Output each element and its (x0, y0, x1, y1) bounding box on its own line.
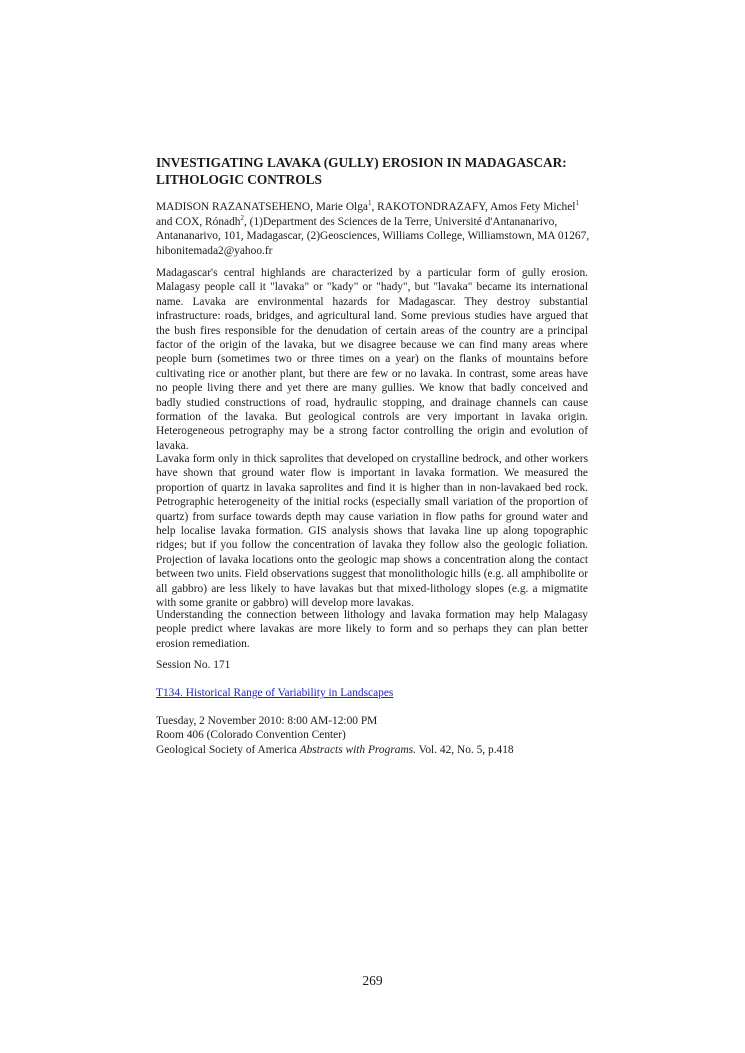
author-text-4: , (1)Department des Sciences de la Terre, Université d'Antananarivo, Antananarivo, 101, Madagascar, (2)Geosciences, Williams College, Williamstown, MA 01267, hibonitemada2@yahoo.fr (156, 215, 590, 257)
citation-prefix: Geological Society of America (156, 743, 300, 756)
author-affiliations (156, 200, 592, 258)
abstract-paragraph: Lavaka form only in thick saprolites that developed on crystalline bedrock, and other workers have shown that ground water flow is important in lavaka formation. We measured the proportion of quartz in lavaka saprolites and find it is higher than in non-lavakaed bed rock. Petrographic heterogeneity of the initial rocks (especially small variation of the proportion of quartz) from surface towards depth may cause variation in flow paths for ground water and help localise lavaka formation. GIS analysis shows that lavaka line up along topographic ridges; but if you follow the concentration of lavaka they follow also the geologic foliation. Projection of lavaka locations onto the geologic map shows a concentration along the contact between two units. Field observations suggest that monolithologic hills (e.g. all amphibolite or all gabbro) are less likely to have lavakas but that mixed-lithology slopes (e.g. a migmatite with some granite or gabbro) will develop more lavakas. (156, 453, 588, 610)
affiliation-marker-1: 1 (367, 199, 372, 208)
affiliation-marker-3: 2 (240, 213, 244, 222)
session-number: Session No. 171 (156, 659, 231, 671)
affiliation-marker-2: 1 (575, 199, 579, 208)
citation-suffix: Vol. 42, No. 5, p.418 (415, 743, 514, 756)
abstract-title: INVESTIGATING LAVAKA (GULLY) EROSION IN MADAGASCAR: LITHOLOGIC CONTROLS (156, 155, 567, 187)
author-text-3: and COX, Rónadh (156, 215, 241, 228)
abstract-paragraph: Madagascar's central highlands are characterized by a particular form of gully erosion. Malagasy people call it "lavaka" or "kady" or "hady", but "lavaka" became its international name. Lavaka are environmental hazards for Madagascar. They destroy substantial infrastructure: roads, bridges, and agricultural land. Some previous studies have argued that the bush fires responsible for the denudation of certain areas of the country are a principal factor of the origin of the lavaka, but we disagree because we can find many areas where people burn (sometimes two or three times on a year) on the flanks of mountains before cultivating rice or another plant, but there are few or no lavaka. In contrast, some areas have no people living there and yet there are many gullies. We know that badly conceived and badly studied constructions of road, hydraulic stopping, and drainage channels can cause formation of the lavaka. But geological controls are very important in lavaka origin. Heterogeneous petrography may be a strong factor controlling the origin and evolution of lavaka. (156, 267, 588, 452)
session-link[interactable]: T134. Historical Range of Variability in Landscapes (156, 687, 394, 699)
page-number: 269 (362, 973, 383, 988)
session-room: Room 406 (Colorado Convention Center) (156, 729, 346, 742)
author-text-2: , RAKOTONDRAZAFY, Amos Fety Michel (371, 201, 576, 213)
author-text-1: MADISON RAZANATSEHENO, Marie Olga (156, 201, 368, 213)
citation (156, 743, 514, 757)
abstract-paragraph: Understanding the connection between lithology and lavaka formation may help Malagasy people predict where lavakas are more likely to form and so perhaps they can plan better erosion remediation. (156, 609, 588, 650)
citation-journal: Abstracts with Programs. (299, 743, 416, 756)
session-details (156, 714, 514, 757)
session-datetime: Tuesday, 2 November 2010: 8:00 AM-12:00 PM (156, 715, 378, 727)
